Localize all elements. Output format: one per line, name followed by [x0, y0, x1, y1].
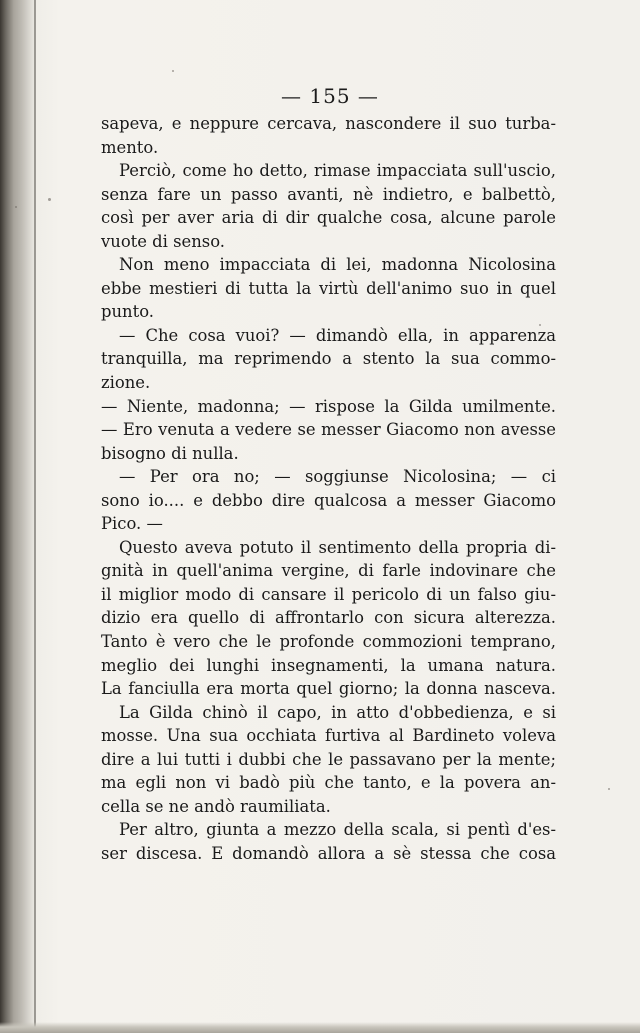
text-line: ser discesa. E domandò allora a sè stessa che cosa — [101, 843, 556, 863]
text-line: dizio era quello di affrontarlo con sicura alterezza. — [101, 608, 556, 628]
text-line: gnità in quell'anima vergine, di farle indovinare che — [101, 561, 556, 581]
paper-speck — [15, 206, 17, 208]
page-number: — 155 — — [281, 84, 379, 108]
text-line: zione. — [101, 373, 151, 393]
text-line: meglio dei lunghi insegnamenti, la umana natura. — [101, 655, 556, 675]
text-line: cella se ne andò raumiliata. — [101, 796, 331, 816]
text-line: La fanciulla era morta quel giorno; la donna nasceva. — [101, 679, 556, 699]
text-line: mento. — [101, 137, 159, 157]
text-line: il miglior modo di cansare il pericolo di un falso giu- — [101, 584, 556, 604]
text-line: La Gilda chinò il capo, in atto d'obbedienza, e si — [119, 702, 556, 722]
text-line: ma egli non vi badò più che tanto, e la povera an- — [101, 773, 556, 793]
text-line: Per altro, giunta a mezzo della scala, si pentì d'es- — [119, 820, 556, 840]
book-spine-shadow — [0, 0, 36, 1033]
text-line: Questo aveva potuto il sentimento della propria di- — [119, 537, 556, 557]
text-line: Tanto è vero che le profonde commozioni temprano, — [101, 632, 556, 652]
paper-speck — [48, 198, 51, 201]
text-line: — Ero venuta a vedere se messer Giacomo non avesse — [101, 420, 556, 440]
text-line: sapeva, e neppure cercava, nascondere il suo turba- — [101, 114, 556, 133]
text-line: tranquilla, ma reprimendo a stento la sua commo- — [101, 349, 556, 369]
text-line: così per aver aria di dir qualche cosa, alcune parole — [101, 208, 556, 228]
book-gutter-line — [34, 0, 36, 1033]
body-text — [101, 112, 556, 866]
text-line: Non meno impacciata di lei, madonna Nicolosina — [119, 255, 556, 275]
paper-speck — [608, 788, 610, 790]
text-line: sono io.... e debbo dire qualcosa a messer Giacomo — [101, 490, 556, 510]
text-line: bisogno di nulla. — [101, 443, 239, 463]
text-line: senza fare un passo avanti, nè indietro, e balbettò, — [101, 184, 556, 204]
text-line: — Niente, madonna; — rispose la Gilda umilmente. — [101, 396, 556, 416]
text-line: Perciò, come ho detto, rimase impacciata sull'uscio, — [119, 161, 556, 181]
text-line: mosse. Una sua occhiata furtiva al Bardineto voleva — [101, 726, 556, 746]
text-line: dire a lui tutti i dubbi che le passavano per la mente; — [101, 749, 556, 769]
text-line: — Per ora no; — soggiunse Nicolosina; — ci — [119, 467, 556, 487]
text-line: — Che cosa vuoi? — dimandò ella, in apparenza — [119, 325, 556, 345]
page-bottom-edge — [0, 1022, 640, 1033]
text-line: punto. — [101, 302, 154, 322]
text-line: vuote di senso. — [101, 231, 225, 251]
paper-speck — [172, 70, 174, 72]
text-line: Pico. — — [101, 514, 163, 534]
text-line: ebbe mestieri di tutta la virtù dell'animo suo in quel — [101, 278, 556, 298]
